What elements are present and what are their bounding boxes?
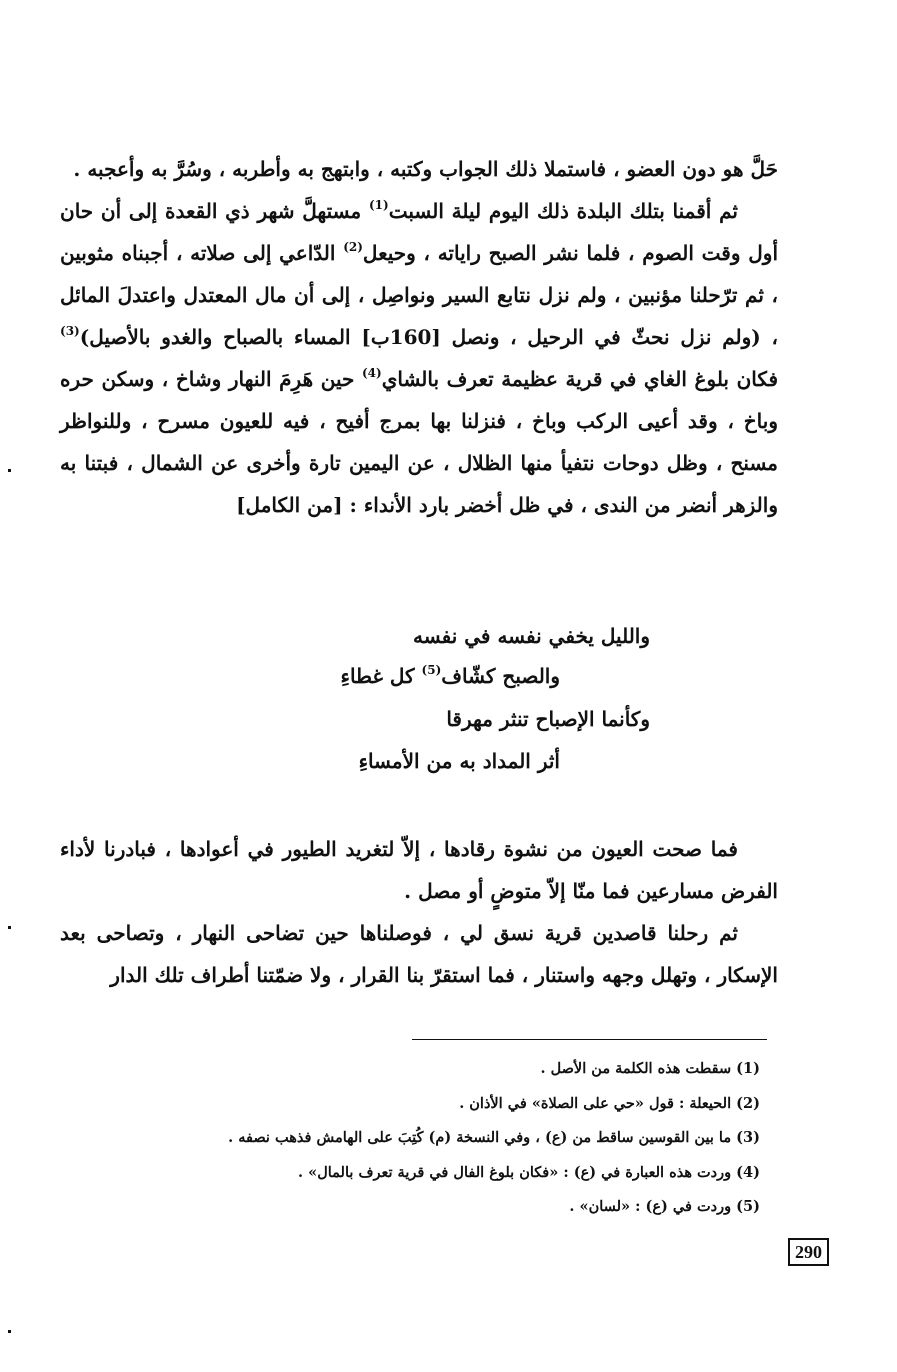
- text-run: والصبح كشّاف: [441, 664, 560, 688]
- text-run: والليل يخفي نفسه في نفسه: [413, 624, 650, 648]
- footnote-separator: [412, 1039, 767, 1040]
- verse-line: [359, 749, 560, 773]
- footnote-marker: (1): [368, 198, 389, 212]
- paragraph: [60, 190, 778, 526]
- paragraph: [60, 912, 778, 996]
- footnote: (4) وردت هذه العبارة في (ع) : «فكان بلوغ الفال في قرية تعرف بالمال» .: [298, 1163, 760, 1181]
- text-run: أثر المداد به من الأمساءِ: [358, 749, 560, 773]
- main-text-bottom: [60, 828, 778, 996]
- footnote: (1) سقطت هذه الكلمة من الأصل .: [540, 1060, 760, 1077]
- page-number: 290: [788, 1238, 829, 1266]
- margin-mark: [8, 469, 11, 472]
- footnote: (3) ما بين القوسين ساقط من (ع) ، وفي النسخة (م) كُتِبَ على الهامش فذهب نصفه .: [228, 1129, 760, 1146]
- footnote-marker: (2): [343, 240, 363, 254]
- text-run: ثم أقمنا بتلك البلدة ذلك اليوم ليلة السبت: [388, 199, 739, 223]
- footnote-marker: (3): [60, 324, 80, 338]
- text-run: حين هَرِمَ النهار وشاخ ، وسكن حره وباخ ، وقد أعيى الركب وباخ ، فنزلنا بها بمرج أفيح ، فيه للعيون مسرح ، وللنواظر مسنح ، وظل دوحات نتفيأ منها الظلال ، عن اليمين تارة وأخرى عن الشمال ، فبتنا به والزهر أنضر من الندى ، في ظل أخضر بارد الأنداء : [من الكامل]: [60, 367, 778, 517]
- text-run: الدّاعي إلى صلاته ، أجبناه مثوبين ، ثم ترّحلنا مؤنبين ، ولم نزل نتابع السير ونواصِل ، إلى أن مال المعتدل واعتدلَ المائل ، (ولم نزل نحثّ في الرحيل ، ونصل [160ب] المساء بالصباح والغدو بالأصيل): [60, 241, 778, 349]
- paragraph: [60, 828, 778, 912]
- margin-mark: [8, 926, 11, 929]
- footnote: (5) وردت في (ع) : «لسان» .: [569, 1198, 760, 1215]
- footnote-marker: (5): [421, 663, 442, 677]
- text-run: فكان بلوغ الغاي في قرية عظيمة تعرف بالشاي: [381, 367, 779, 391]
- verse-line: [413, 624, 650, 648]
- text-run: مستهلَّ شهر ذي القعدة إلى أن حان أول وقت الصوم ، فلما نشر الصبح راياته ، وحيعل: [60, 199, 779, 265]
- margin-mark: [8, 1330, 11, 1333]
- text-run: ثم رحلنا قاصدين قرية نسق لي ، فوصلناها حين تضاحى النهار ، وتصاحى بعد الإسكار ، وتهلل وجهه واستنار ، فما استقرّ بنا القرار ، ولا ضمّتنا أطراف تلك الدار: [60, 921, 778, 987]
- footnotes-list: [120, 1052, 760, 1225]
- verse-line: [446, 707, 650, 731]
- footnote-marker: (4): [361, 366, 382, 380]
- text-run: فما صحت العيون من نشوة رقادها ، إلاّ لتغريد الطيور في أعوادها ، فبادرنا لأداء الفرض مسارعين فما منّا إلاّ متوضٍ أو مصل .: [60, 837, 778, 903]
- footnote: (2) الحيعلة : قول «حي على الصلاة» في الأذان .: [459, 1094, 760, 1112]
- verse-line: [341, 664, 560, 688]
- text-run: حَلَّ هو دون العضو ، فاستملا ذلك الجواب وكتبه ، وابتهج به وأطربه ، وسُرَّ به وأعجبه .: [73, 157, 778, 181]
- text-run: كل غطاءِ: [340, 664, 422, 688]
- text-run: وكأنما الإصباح تنثر مهرقا: [446, 707, 650, 731]
- paragraph: [60, 148, 778, 190]
- main-text-top: [60, 148, 778, 526]
